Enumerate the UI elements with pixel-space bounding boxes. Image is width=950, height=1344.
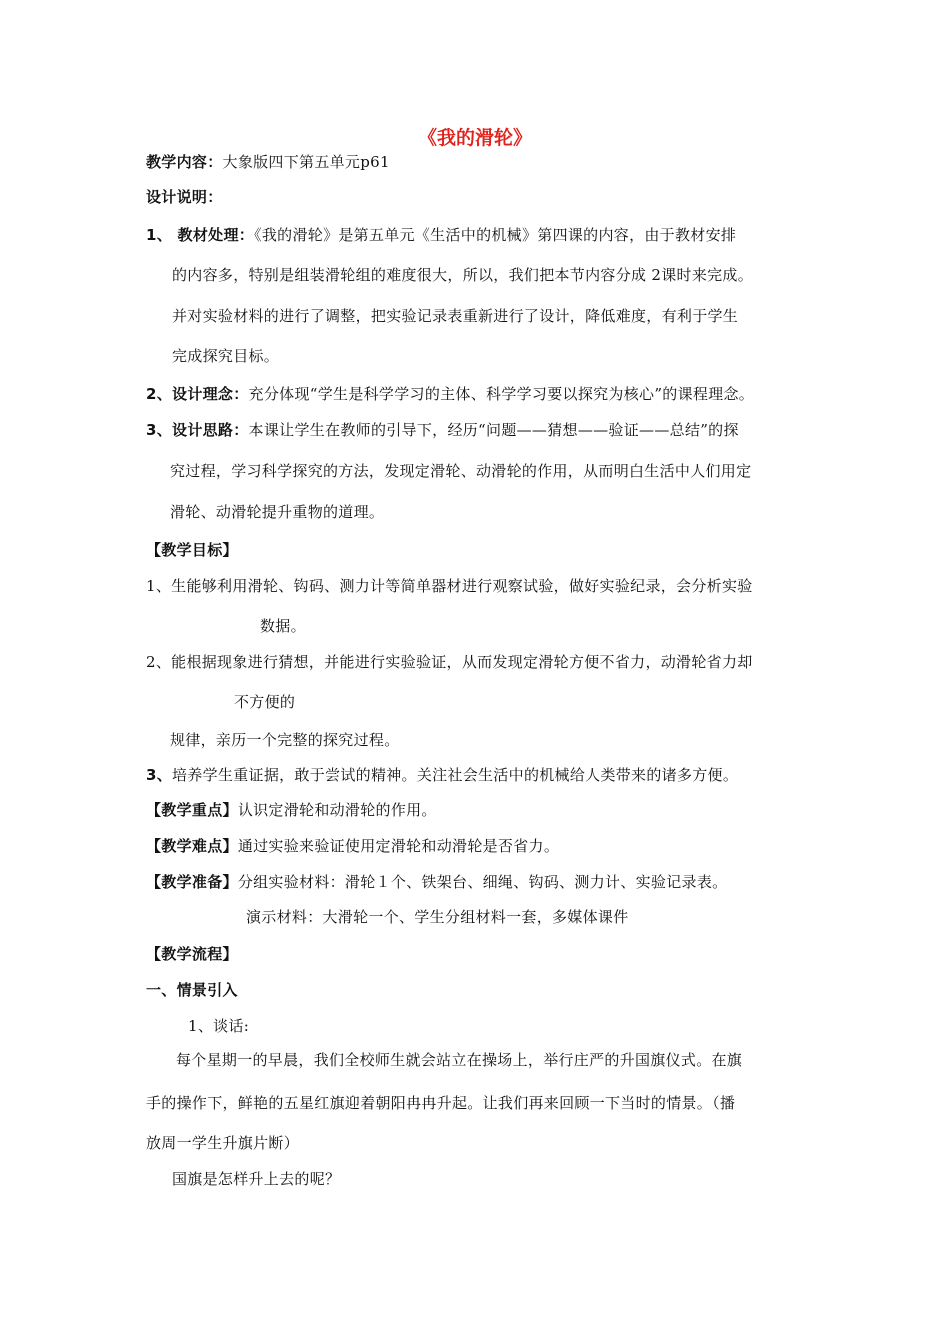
design-item1-line2: 的内容多，特别是组装滑轮组的难度很大，所以，我们把本节内容分成 2课时来完成。 — [172, 266, 754, 284]
preparation-label: 【教学准备】 — [146, 873, 238, 891]
key-point — [146, 800, 437, 820]
goal1-line2: 数据。 — [260, 617, 306, 635]
content-text: 大象版四下第五单元p61 — [222, 153, 390, 171]
document-title: 《我的滑轮》 — [417, 127, 532, 149]
section1-question: 国旗是怎样升上去的呢？ — [172, 1170, 341, 1188]
goals-heading: 【教学目标】 — [146, 541, 238, 559]
section1-sub1: 1、谈话: — [188, 1017, 250, 1035]
difficulty — [146, 836, 559, 856]
preparation-line1: 分组实验材料：滑轮１个、铁架台、细绳、钩码、测力计、实验记录表。 — [237, 873, 728, 891]
design-item2-label: 2、设计理念： — [146, 385, 249, 403]
goal2-line3: 规律，亲历一个完整的探究过程。 — [170, 731, 400, 749]
preparation-line2: 演示材料：大滑轮一个、学生分组材料一套，多媒体课件 — [246, 908, 629, 926]
section1-para-line3: 放周一学生升旗片断） — [146, 1134, 300, 1152]
section1-para-line1: 每个星期一的早晨，我们全校师生就会站立在操场上，举行庄严的升国旗仪式。在旗 — [176, 1051, 743, 1069]
design-heading: 设计说明： — [146, 188, 223, 206]
goal2-line2: 不方便的 — [234, 693, 296, 711]
design-item2-text: 充分体现“学生是科学学习的主体、科学学习要以探究为核心”的课程理念。 — [248, 385, 755, 403]
difficulty-text: 通过实验来验证使用定滑轮和动滑轮是否省力。 — [237, 837, 560, 855]
design-item1-text: 《我的滑轮》是第五单元《生活中的机械》第四课的内容，由于教材安排 — [254, 226, 737, 244]
difficulty-label: 【教学难点】 — [146, 837, 238, 855]
process-heading: 【教学流程】 — [146, 945, 238, 963]
goal2-line1: 2、能根据现象进行猜想，并能进行实验验证，从而发现定滑轮方便不省力，动滑轮省力却 — [146, 653, 753, 671]
design-item1-line3: 并对实验材料的进行了调整，把实验记录表重新进行了设计，降低难度，有利于学生 — [172, 307, 739, 325]
key-point-text: 认识定滑轮和动滑轮的作用。 — [237, 801, 437, 819]
content-line — [146, 152, 390, 172]
goal3-label: 3、 — [146, 766, 173, 784]
design-item3-text: 本课让学生在教师的引导下，经历“问题——猜想——验证——总结”的探 — [248, 421, 739, 439]
design-item3-line1 — [146, 420, 739, 440]
design-item1-line1 — [146, 225, 736, 245]
section1-heading: 一、情景引入 — [146, 981, 238, 999]
design-item3-label: 3、设计思路： — [146, 421, 249, 439]
design-item1-label: 1、 教材处理： — [146, 226, 255, 244]
preparation — [146, 872, 727, 892]
content-label: 教学内容： — [146, 153, 223, 171]
key-point-label: 【教学重点】 — [146, 801, 238, 819]
goal3 — [146, 765, 738, 785]
goal3-text: 培养学生重证据，敢于尝试的精神。关注社会生活中的机械给人类带来的诸多方便。 — [172, 766, 739, 784]
goal1-line1: 1、生能够利用滑轮、钩码、测力计等简单器材进行观察试验，做好实验纪录，会分析实验 — [146, 577, 753, 595]
design-item2 — [146, 384, 754, 404]
section1-para-line2: 手的操作下，鲜艳的五星红旗迎着朝阳冉冉升起。让我们再来回顾一下当时的情景。（播 — [146, 1094, 736, 1112]
design-item1-line4: 完成探究目标。 — [172, 347, 280, 365]
design-item3-line3: 滑轮、动滑轮提升重物的道理。 — [170, 503, 385, 521]
design-item3-line2: 究过程，学习科学探究的方法，发现定滑轮、动滑轮的作用，从而明白生活中人们用定 — [170, 462, 752, 480]
